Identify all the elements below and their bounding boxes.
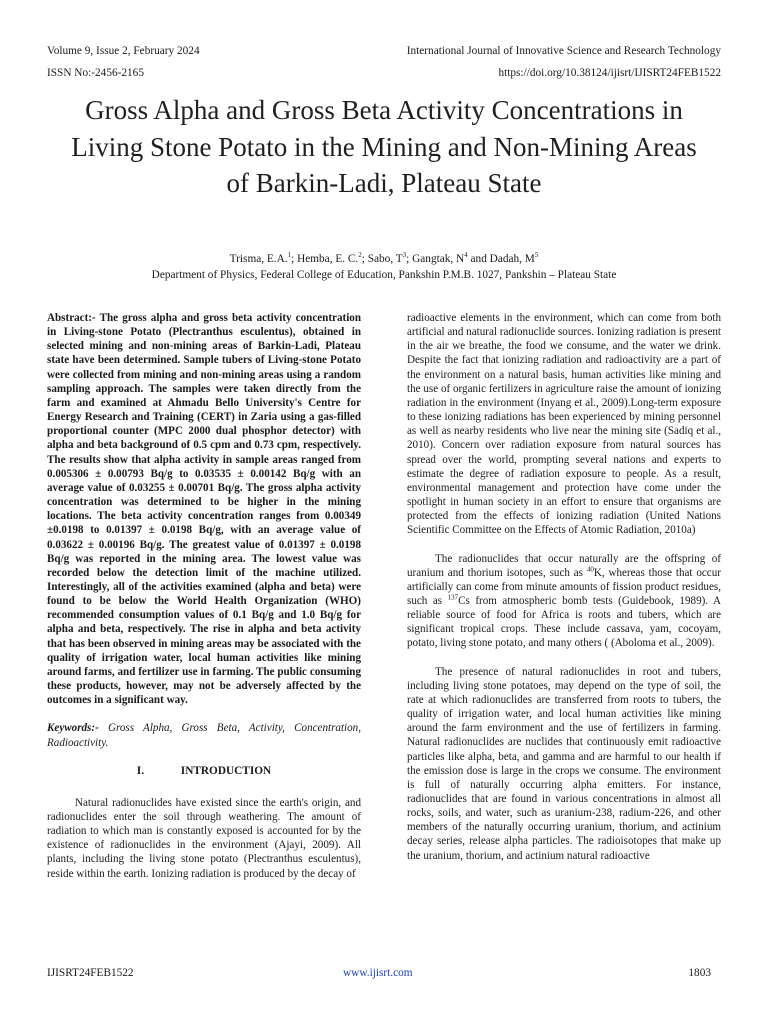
intro-paragraph-1: Natural radionuclides have existed since the earth's origin, and radionuclides enter the soil through weathering. The amount of radiation to which man is constantly exposed is accounted for by the existence of radionuclides in the environment (Ajayi, 2009). All plants, including the living stone potato (Plectranthus esculentus), reside within the earth. Ionizing radiation is produced by the decay of	[47, 796, 361, 880]
abstract: Abstract:- The gross alpha and gross beta activity concentration in Living-stone Potato (Plectranthus esculentus), obtained in selected mining and non-mining areas of Barkin-Ladi, Plateau state have been determined. Sample tubers of Living-stone Potato were collected from mining and non-mining areas using a random sampling approach. The samples were taken directly from the farm and examined at Ahmadu Bello University's Centre for Energy Research and Training (CERT) in Zaria using a gas-filled proportional counter (MPC 2000 dual phosphor detector) with alpha and beta background of 0.5 cpm and 0.73 cpm, respectively. The results show that alpha activity in sample areas ranged from 0.005306 ± 0.00793 Bq/g to 0.03535 ± 0.00142 Bq/g with an average value of 0.03255 ± 0.00701 Bq/g. The gross alpha activity concentration was determined to be higher in the mining locations. The beta activity concentration ranges from 0.00349 ±0.0198 to 0.01397 ± 0.0198 Bq/g, with an average value of 0.03622 ± 0.00196 Bq/g. The greatest value of 0.01397 ± 0.0198 Bq/g was reported in the mining area. The lowest value was recorded below the detection limit of the machine utilized. Interestingly, all of the activities examined (alpha and beta) were found to be below the World Health Organization (WHO) recommended consumption values of 0.1 Bq/g and 1.0 Bq/g for alpha and beta, respectively. The rise in alpha and beta activity that has been observed in mining areas may be associated with the quality of irrigation water, local human activities like mining around farms, and fertilizer use in farming. The public consuming these products, however, may not be adversely affected by the outcomes in a significant way.	[47, 312, 361, 707]
affiliation: Department of Physics, Federal College of Education, Pankshin P.M.B. 1027, Pankshin – Plateau State	[151, 269, 617, 281]
page-number: 1803	[688, 967, 711, 979]
intro-paragraph-2	[407, 552, 721, 651]
author-3-affil: 3	[402, 251, 407, 260]
author-1: Trisma, E.A.	[229, 253, 288, 265]
footer-website-link[interactable]: www.ijisrt.com	[343, 967, 413, 979]
section-title: INTRODUCTION	[180, 764, 272, 777]
author-list	[0, 252, 768, 266]
keywords-list: Gross Alpha, Gross Beta, Activity, Concentration, Radioactivity.	[47, 722, 361, 749]
keywords	[47, 721, 361, 749]
p2-text-b: K, whereas those that occur artificially can come from minute amounts of fission product residues, such as	[407, 566, 721, 607]
p2-text-c: Cs from atmospheric bomb tests (Guidebook, 1989). A reliable source of food for Africa is roots and tubers, which are significant tropical crops. These include cassava, yam, cocoyam, potato, living stone potato, and many others ( (Aboloma et al., 2009).	[407, 594, 722, 650]
author-5: and Dadah, M	[467, 253, 535, 265]
journal-volume: Volume 9, Issue 2, February 2024	[47, 45, 200, 57]
author-4-affil: 4	[464, 251, 468, 260]
author-5-affil: 5	[534, 251, 539, 260]
keywords-label: Keywords:-	[47, 722, 99, 735]
author-2: ; Hemba, E. C.	[291, 253, 359, 265]
doi-link[interactable]: https://doi.org/10.38124/ijisrt/IJISRT24FEB1522	[498, 67, 721, 79]
p2-isotope-cs-mass: 137	[447, 593, 459, 602]
author-1-affil: 1	[287, 251, 292, 260]
p2-isotope-k-mass: 40	[586, 564, 594, 573]
footer-paper-code: IJISRT24FEB1522	[47, 967, 134, 979]
p2-text-a: The radionuclides that occur naturally are the offspring of uranium and thorium isotopes, such as	[407, 552, 721, 579]
left-column	[47, 311, 361, 881]
paper-title: Gross Alpha and Gross Beta Activity Concentrations in Living Stone Potato in the Mining and Non-Mining Areas of Barkin-Ladi, Plateau State	[71, 95, 697, 198]
intro-paragraph-continued: radioactive elements in the environment, which can come from both artificial and natural radionuclide sources. Ionizing radiation is present in the air we breathe, the food we consume, and the water we drink. Despite the fact that ionizing radiation and radioactivity are a part of the environment on a natural basis, human activities like mining and the use of organic fertilizers in agriculture raise the amount of ionizing radiation in the environment (Inyang et al., 2009).Long-term exposure to these ionizing radiations has been experienced by mining personnel as well as nearby residents who live near the mining site (Sadiq et al., 2010). Concern over radiation exposure from natural sources has spread over the world, prompting several nations and experts to estimate the degree of radiation exposure to people. As a result, environmental management and protection have come under the spotlight in human society in an effort to ensure that organisms are protected from the effects of ionizing radiation (United Nations Scientific Committee on the Effects of Atomic Radiation, 2010a)	[407, 312, 721, 537]
section-heading	[47, 764, 361, 778]
issn: ISSN No:-2456-2165	[47, 67, 144, 79]
intro-paragraph-3: The presence of natural radionuclides in root and tubers, including living stone potatoes, may depend on the type of soil, the rate at which radionuclides are transferred from roots to tubers, the quality of irrigation water, and local human activities like mining around the farm environment and the use of fertilizers in farming. Natural radionuclides are nuclides that continuously emit radioactive particles like alpha, beta, and gamma and are harmful to our health if the emission dose is large in the crops we consume. The environment is full of naturally occurring alpha emitters. For instance, radionuclides that are found in various concentrations in almost all rocks, soils, and water, such as uranium-238, radium-226, and other members of the naturally occurring uranium, thorium, and actinium decay series, release alpha particles. The radioisotopes that make up the uranium, thorium, and actinium natural radioactive	[407, 665, 721, 862]
author-4: ; Gangtak, N	[406, 253, 465, 265]
journal-name: International Journal of Innovative Science and Research Technology	[406, 45, 721, 57]
author-2-affil: 2	[358, 251, 362, 260]
section-number: I.	[136, 764, 145, 777]
author-3: ; Sabo, T	[361, 253, 403, 265]
right-column	[407, 311, 721, 863]
